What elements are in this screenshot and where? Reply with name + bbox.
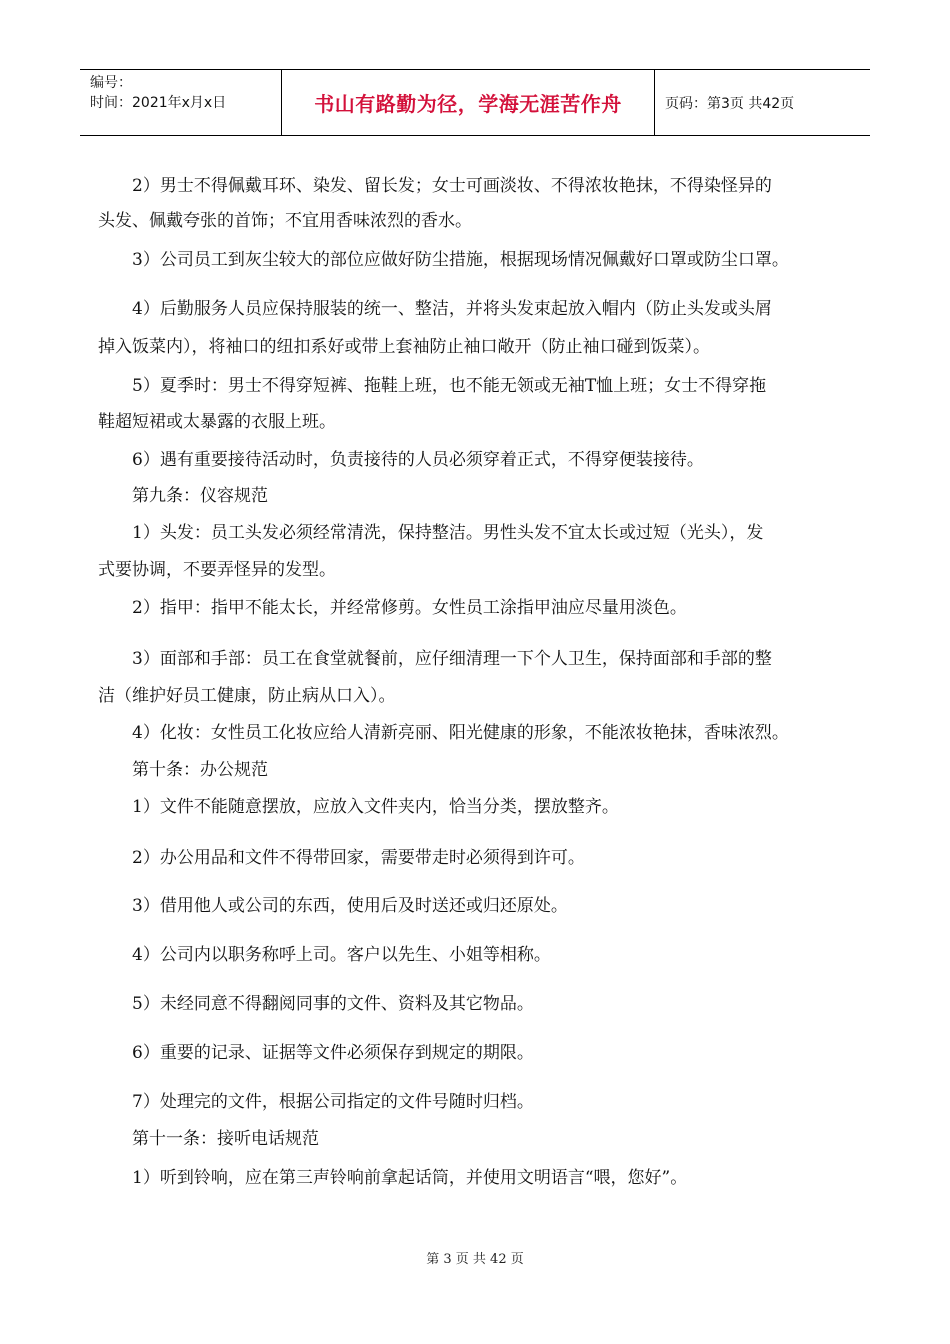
header-page-info: 页码：第3页 共42页: [665, 95, 795, 112]
page-footer: 第 3 页 共 42 页: [426, 1252, 524, 1267]
header-slogan: 书山有路勤为径，学海无涯苦作舟: [282, 70, 655, 135]
text-line: 6）重要的记录、证据等文件必须保存到规定的期限。: [132, 1043, 534, 1063]
text-line: 5）未经同意不得翻阅同事的文件、资料及其它物品。: [132, 994, 534, 1014]
text-line: 1）文件不能随意摆放，应放入文件夹内，恰当分类，摆放整齐。: [132, 797, 619, 817]
text-line: 4）化妆：女性员工化妆应给人清新亮丽、阳光健康的形象，不能浓妆艳抹，香味浓烈。: [132, 723, 789, 743]
text-line: 头发、佩戴夸张的首饰；不宜用香味浓烈的香水。: [98, 211, 472, 231]
header-meta: [80, 70, 282, 135]
text-line: 洁（维护好员工健康，防止病从口入）。: [98, 686, 396, 706]
text-line: 4）后勤服务人员应保持服装的统一、整洁，并将头发束起放入帽内（防止头发或头屑: [132, 299, 772, 319]
text-line: 1）头发：员工头发必须经常清洗，保持整洁。男性头发不宜太长或过短（光头），发: [132, 523, 764, 543]
doc-time-label: 时间：2021年x月x日: [90, 95, 227, 111]
text-line: 1）听到铃响，应在第三声铃响前拿起话筒，并使用文明语言“喂，您好”。: [132, 1168, 688, 1188]
section-heading: 第十条：办公规范: [132, 760, 268, 780]
text-line: 鞋超短裙或太暴露的衣服上班。: [98, 412, 336, 432]
text-line: 2）办公用品和文件不得带回家，需要带走时必须得到许可。: [132, 848, 585, 868]
text-line: 3）公司员工到灰尘较大的部位应做好防尘措施，根据现场情况佩戴好口罩或防尘口罩。: [132, 250, 789, 270]
section-heading: 第十一条：接听电话规范: [132, 1129, 319, 1149]
text-line: 3）借用他人或公司的东西，使用后及时送还或归还原处。: [132, 896, 568, 916]
text-line: 式要协调，不要弄怪异的发型。: [98, 560, 336, 580]
text-line: 3）面部和手部：员工在食堂就餐前，应仔细清理一下个人卫生，保持面部和手部的整: [132, 649, 772, 669]
text-line: 4）公司内以职务称呼上司。客户以先生、小姐等相称。: [132, 945, 551, 965]
text-line: 6）遇有重要接待活动时，负责接待的人员必须穿着正式，不得穿便装接待。: [132, 450, 704, 470]
text-line: 7）处理完的文件，根据公司指定的文件号随时归档。: [132, 1092, 534, 1112]
text-line: 掉入饭菜内），将袖口的纽扣系好或带上套袖防止袖口敞开（防止袖口碰到饭菜）。: [98, 337, 710, 357]
text-line: 5）夏季时：男士不得穿短裤、拖鞋上班，也不能无领或无袖T恤上班；女士不得穿拖: [132, 376, 767, 396]
section-heading: 第九条：仪容规范: [132, 486, 268, 506]
text-line: 2）男士不得佩戴耳环、染发、留长发；女士可画淡妆、不得浓妆艳抹，不得染怪异的: [132, 176, 772, 196]
doc-number-label: 编号：: [90, 75, 132, 91]
page-header: [80, 69, 870, 136]
text-line: 2）指甲：指甲不能太长，并经常修剪。女性员工涂指甲油应尽量用淡色。: [132, 598, 687, 618]
